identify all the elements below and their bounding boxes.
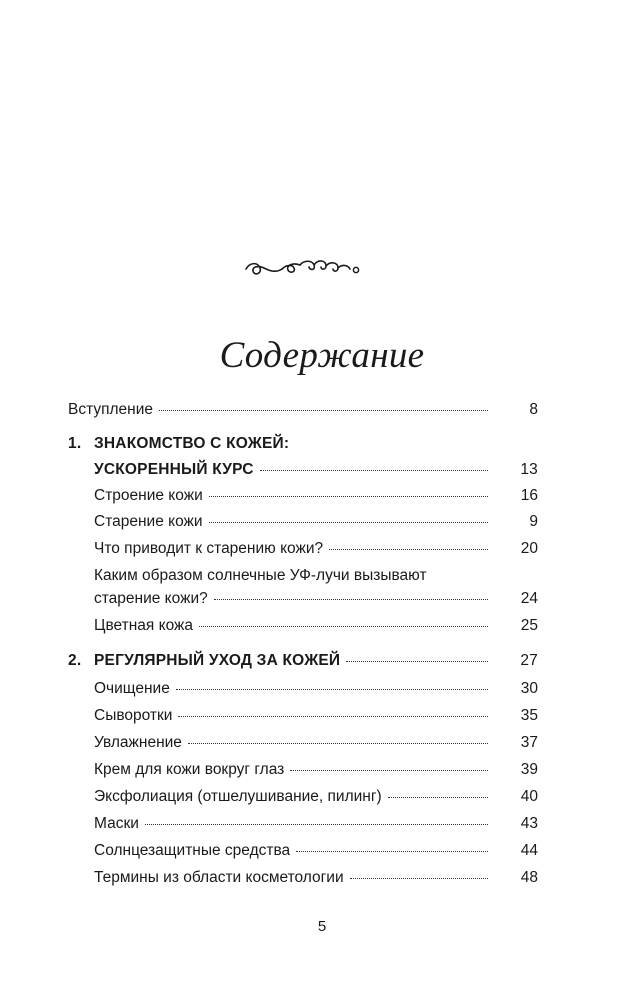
toc-entry-label: Маски [94,815,139,832]
toc-entry-page: 40 [520,788,538,805]
toc-entry-label: Вступление [68,401,154,418]
toc-entry[interactable] [94,814,540,834]
dot-leader [188,743,488,744]
chapter-number: 1. [68,435,82,452]
toc-entry[interactable] [94,787,540,807]
toc-entry[interactable] [94,841,540,861]
toc-entry-label: Старение кожи [94,513,203,530]
chapter-2-heading[interactable] [68,651,540,671]
toc-entry-intro[interactable] [68,400,540,420]
toc-entry-page: 25 [520,617,538,634]
dot-leader [209,496,488,497]
dot-leader [199,626,488,627]
dot-leader [145,824,488,825]
toc-entry-label: Крем для кожи вокруг глаз [94,761,285,778]
chapter-1-title-line2[interactable] [94,460,540,480]
chapter-page: 13 [520,461,538,478]
toc-entry-page: 37 [520,734,538,751]
chapter-number: 2. [68,652,82,669]
dot-leader [209,522,488,523]
chapter-title: РЕГУЛЯРНЫЙ УХОД ЗА КОЖЕЙ [94,652,341,669]
dot-leader [290,770,488,771]
toc-entry-label: Строение кожи [94,487,203,504]
toc-entry-page: 30 [520,680,538,697]
toc-entry[interactable] [94,706,540,726]
toc-entry-page: 44 [520,842,538,859]
dot-leader [214,599,488,600]
toc-entry-label: старение кожи? [94,590,208,607]
toc-entry-page: 9 [529,513,538,530]
toc-entry[interactable] [94,486,540,506]
dot-leader [176,689,488,690]
dot-leader [159,410,488,411]
toc-entry-page: 24 [520,590,538,607]
toc-entry[interactable] [94,539,540,559]
toc-entry-page: 16 [520,487,538,504]
toc-entry-label: Сыворотки [94,707,173,724]
toc-entry-label: Очищение [94,680,170,697]
flourish-ornament-icon [244,256,364,280]
toc-entry-label-line1[interactable]: Каким образом солнечные УФ-лучи вызывают [94,567,427,584]
toc-entry[interactable] [94,616,540,636]
toc-entry-page: 48 [520,869,538,886]
toc-entry-label: Цветная кожа [94,617,194,634]
page-number: 5 [317,918,327,935]
chapter-page: 27 [520,652,538,669]
toc-entry-page: 43 [520,815,538,832]
toc-entry-page: 20 [520,540,538,557]
toc-entry-label: Что приводит к старению кожи? [94,540,324,557]
chapter-title-line1: ЗНАКОМСТВО С КОЖЕЙ: [94,435,290,452]
toc-entry-page: 8 [529,401,538,418]
toc-entry[interactable] [94,512,540,532]
toc-entry-page: 35 [520,707,538,724]
chapter-1-heading[interactable] [68,434,289,454]
dot-leader [350,878,488,879]
toc-entry-label: Увлажнение [94,734,182,751]
dot-leader [260,470,488,471]
dot-leader [346,661,488,662]
toc-entry-page: 39 [520,761,538,778]
toc-entry[interactable] [94,733,540,753]
chapter-title-line2: УСКОРЕННЫЙ КУРС [94,461,254,478]
toc-entry[interactable] [94,760,540,780]
toc-entry-label: Эксфолиация (отшелушивание, пилинг) [94,788,382,805]
page-title: Содержание [219,335,425,376]
dot-leader [296,851,488,852]
toc-entry-label: Термины из области косметологии [94,869,344,886]
dot-leader [388,797,488,798]
toc-entry[interactable] [94,679,540,699]
toc-entry[interactable] [94,868,540,888]
dot-leader [329,549,488,550]
toc-entry[interactable] [94,589,540,609]
toc-entry-label: Солнцезащитные средства [94,842,291,859]
dot-leader [178,716,488,717]
